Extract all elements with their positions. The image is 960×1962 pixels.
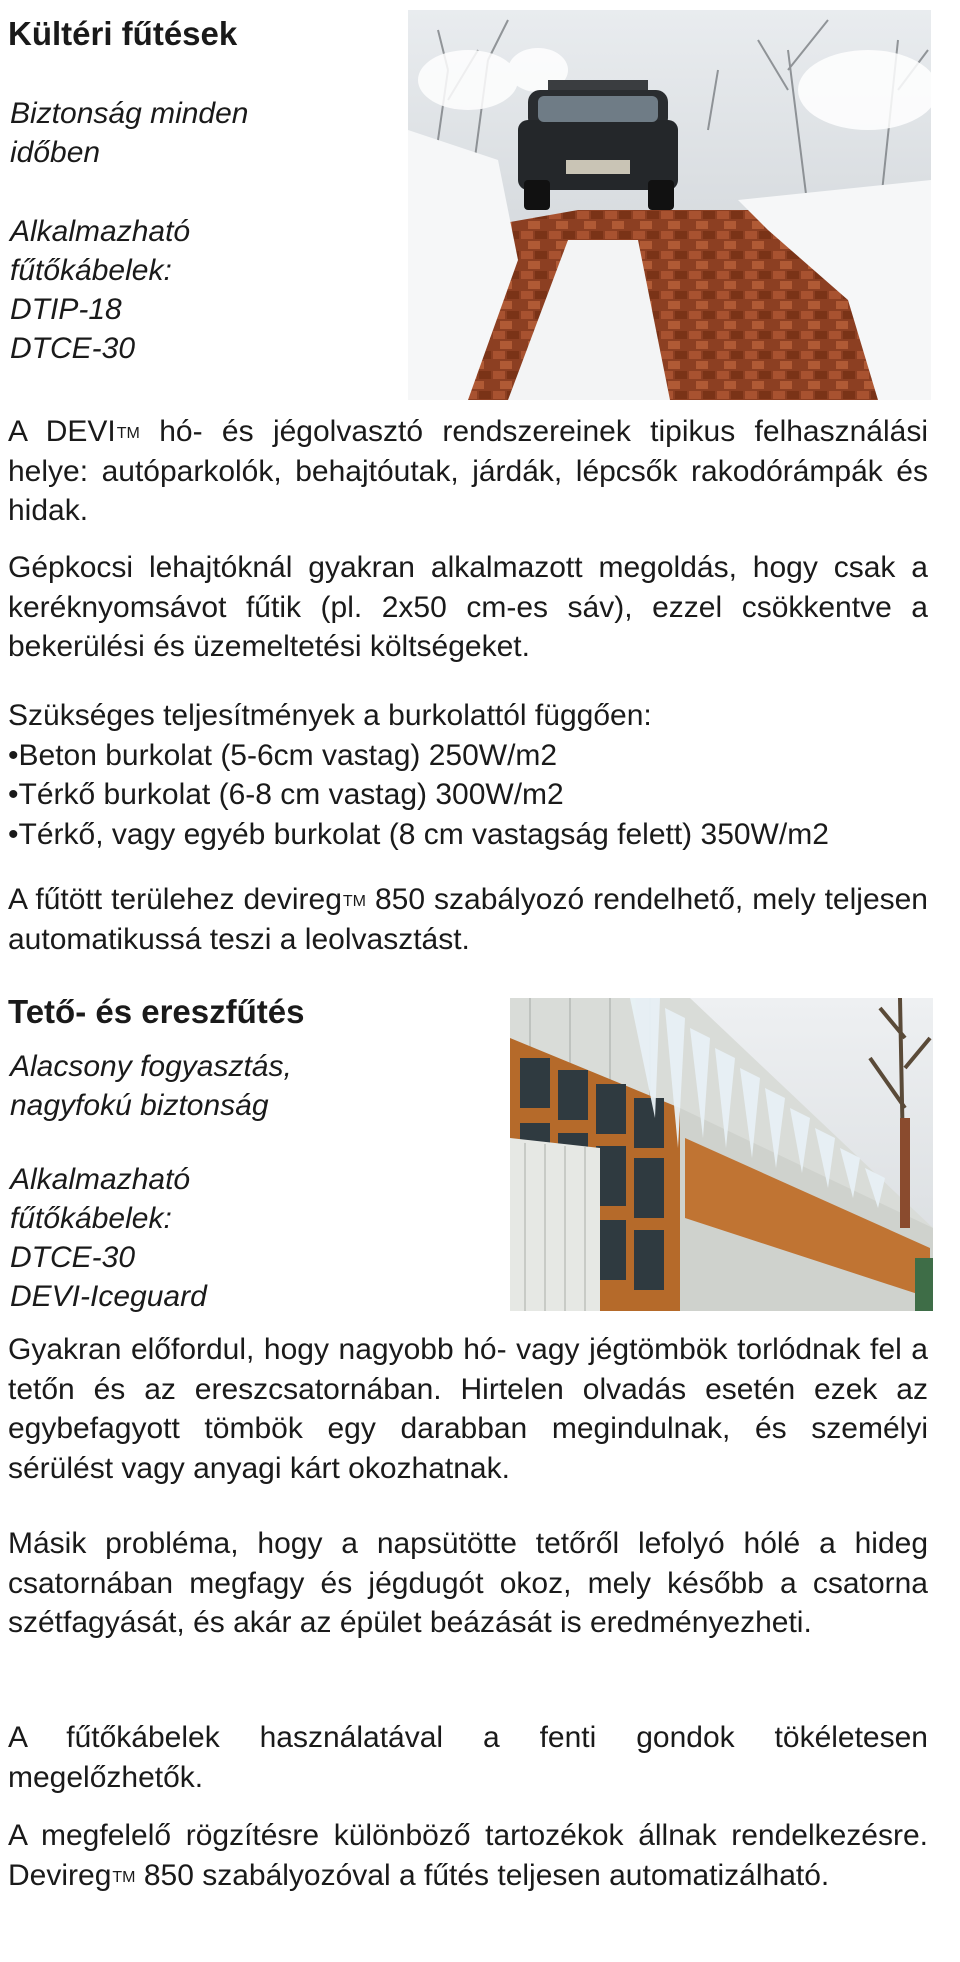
paragraph-wheel-track-heating: Gépkocsi lehajtóknál gyakran alkalmazott megoldás, hogy csak a keréknyomsávot fűtik (pl. 2x50 cm-es sáv), ezzel csökkentve a bekerülési és üzemeltetési költségeket. bbox=[8, 551, 928, 663]
cable-list-roof bbox=[10, 1160, 207, 1316]
cable-item: DTIP-18 bbox=[10, 293, 122, 326]
photo-icicles-on-building bbox=[510, 998, 933, 1311]
cable-list-label: Alkalmazható bbox=[10, 1163, 191, 1196]
power-requirements-intro: Szükséges teljesítmények a burkolattól függően: bbox=[8, 699, 652, 732]
cable-item: DEVI-Iceguard bbox=[10, 1280, 207, 1313]
paragraph-typical-uses: A DEVI™ hó- és jégolvasztó rendszereinek tipikus felhasználási helye: autóparkolók, behajtóutak, járdák, lépcsők rakodórámpák és hidak. bbox=[8, 415, 928, 527]
paragraph-ice-plug-problem: Másik probléma, hogy a napsütötte tetőről lefolyó hólé a hideg csatornában megfagy és jégdugót okoz, mely később a csatorna szétfagyását, és akár az épület beázását is eredményezheti. bbox=[8, 1527, 928, 1639]
tagline-roof: Alacsony fogyasztás, nagyfokú biztonság bbox=[10, 1050, 292, 1122]
paragraph-prevention: A fűtőkábelek használatával a fenti gondok tökéletesen megelőzhetők. bbox=[8, 1721, 928, 1794]
paragraph-devireg-controller: A fűtött terülehez devireg™ 850 szabályozó rendelhető, mely teljesen automatikussá teszi a leolvasztást. bbox=[8, 883, 928, 956]
cable-list-label: fűtőkábelek: bbox=[10, 1202, 172, 1235]
tagline-outdoor: Biztonság minden időben bbox=[10, 97, 249, 169]
list-item: •Térkő, vagy egyéb burkolat (8 cm vastagság felett) 350W/m2 bbox=[8, 817, 829, 851]
paragraph-accessories: A megfelelő rögzítésre különböző tartozékok állnak rendelkezésre. Devireg™ 850 szabályozóval a fűtés teljesen automatizálható. bbox=[8, 1819, 928, 1892]
cable-list-label: fűtőkábelek: bbox=[10, 254, 172, 287]
cable-item: DTCE-30 bbox=[10, 332, 136, 365]
list-item: •Beton burkolat (5-6cm vastag) 250W/m2 bbox=[8, 738, 558, 772]
power-requirements-list bbox=[8, 696, 928, 854]
cable-item: DTCE-30 bbox=[10, 1241, 136, 1274]
section-title-outdoor-heating: Kültéri fűtések bbox=[8, 15, 238, 52]
cable-list-label: Alkalmazható bbox=[10, 215, 191, 248]
trademark-mark: TM bbox=[342, 893, 366, 910]
list-item: •Térkő burkolat (6-8 cm vastag) 300W/m2 bbox=[8, 778, 564, 811]
section-title-roof-gutter-heating: Tető- és ereszfűtés bbox=[8, 993, 305, 1030]
cable-list-outdoor bbox=[10, 212, 190, 368]
trademark-mark: TM bbox=[116, 425, 140, 442]
paragraph-ice-block-danger: Gyakran előfordul, hogy nagyobb hó- vagy jégtömbök torlódnak fel a tetőn és az ereszcsatornában. Hirtelen olvadás esetén ezek az egybefagyott tömbök egy darabban megindulnak, és személyi sérülést vagy anyagi kárt okozhatnak. bbox=[8, 1333, 928, 1485]
photo-heated-driveway-car bbox=[408, 10, 931, 400]
trademark-mark: TM bbox=[112, 1868, 136, 1886]
